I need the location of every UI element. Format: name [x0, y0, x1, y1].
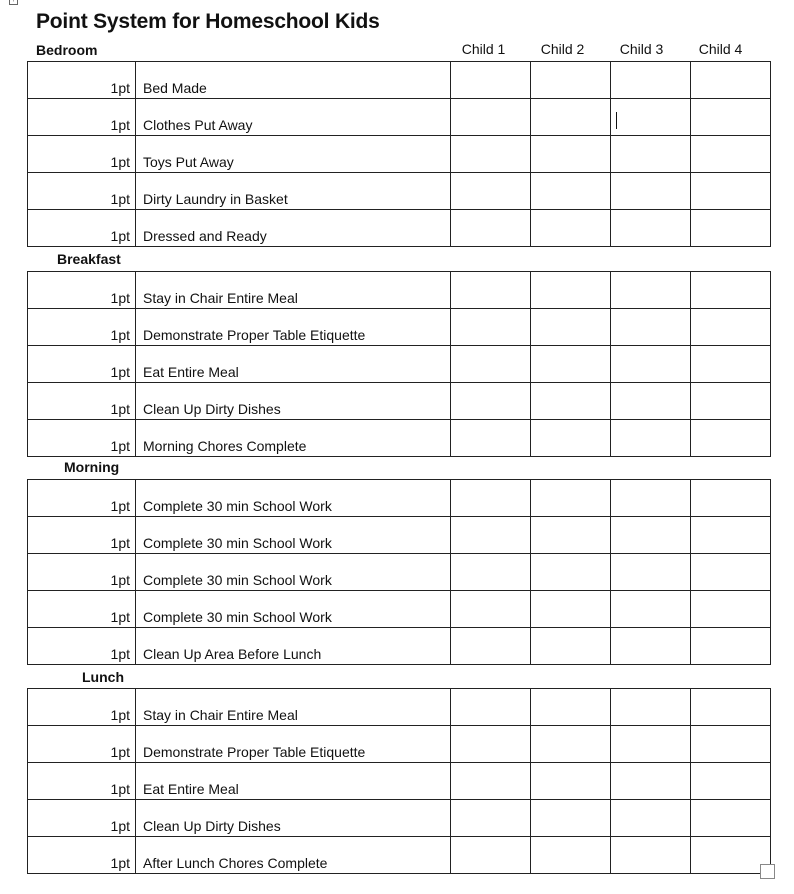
child-3-cell[interactable] — [611, 689, 691, 726]
table-row — [28, 837, 771, 874]
child-2-cell[interactable] — [531, 136, 611, 173]
section-label-lunch: Lunch — [82, 669, 124, 685]
points-cell: 1pt — [28, 800, 136, 837]
child-4-cell[interactable] — [691, 480, 771, 517]
child-4-cell[interactable] — [691, 554, 771, 591]
child-3-cell[interactable] — [611, 517, 691, 554]
table-row — [28, 309, 771, 346]
table-row — [28, 763, 771, 800]
points-cell: 1pt — [28, 272, 136, 309]
child-4-cell[interactable] — [691, 763, 771, 800]
child-4-cell[interactable] — [691, 173, 771, 210]
column-header-child-3: Child 3 — [619, 41, 664, 57]
table-row — [28, 480, 771, 517]
child-3-cell[interactable] — [611, 62, 691, 99]
points-cell: 1pt — [28, 136, 136, 173]
points-cell: 1pt — [28, 554, 136, 591]
task-cell: Demonstrate Proper Table Etiquette — [136, 309, 451, 346]
child-4-cell[interactable] — [691, 136, 771, 173]
task-cell: Dirty Laundry in Basket — [136, 173, 451, 210]
child-1-cell[interactable] — [451, 173, 531, 210]
child-1-cell[interactable] — [451, 62, 531, 99]
child-1-cell[interactable] — [451, 480, 531, 517]
points-cell: 1pt — [28, 591, 136, 628]
child-3-cell[interactable] — [611, 420, 691, 457]
child-1-cell[interactable] — [451, 136, 531, 173]
child-1-cell[interactable] — [451, 517, 531, 554]
child-4-cell[interactable] — [691, 272, 771, 309]
child-4-cell[interactable] — [691, 346, 771, 383]
points-cell: 1pt — [28, 628, 136, 665]
child-4-cell[interactable] — [691, 591, 771, 628]
table-row — [28, 726, 771, 763]
points-cell: 1pt — [28, 517, 136, 554]
child-2-cell[interactable] — [531, 420, 611, 457]
child-2-cell[interactable] — [531, 210, 611, 247]
table-row — [28, 800, 771, 837]
task-cell: Demonstrate Proper Table Etiquette — [136, 726, 451, 763]
task-cell: Complete 30 min School Work — [136, 517, 451, 554]
column-header-child-4: Child 4 — [698, 41, 743, 57]
table-row — [28, 136, 771, 173]
task-cell: After Lunch Chores Complete — [136, 837, 451, 874]
table-row — [28, 628, 771, 665]
child-1-cell[interactable] — [451, 591, 531, 628]
child-2-cell[interactable] — [531, 763, 611, 800]
child-3-cell[interactable] — [611, 726, 691, 763]
child-2-cell[interactable] — [531, 517, 611, 554]
task-cell: Complete 30 min School Work — [136, 480, 451, 517]
child-4-cell[interactable] — [691, 689, 771, 726]
table-row — [28, 62, 771, 99]
child-4-cell[interactable] — [691, 420, 771, 457]
child-2-cell[interactable] — [531, 689, 611, 726]
child-3-cell[interactable] — [611, 383, 691, 420]
section-label-breakfast: Breakfast — [57, 251, 121, 267]
child-2-cell[interactable] — [531, 383, 611, 420]
child-2-cell[interactable] — [531, 173, 611, 210]
child-4-cell[interactable] — [691, 210, 771, 247]
points-cell: 1pt — [28, 480, 136, 517]
child-4-cell[interactable] — [691, 837, 771, 874]
child-3-cell[interactable] — [611, 173, 691, 210]
child-2-cell[interactable] — [531, 309, 611, 346]
child-1-cell[interactable] — [451, 272, 531, 309]
points-cell: 1pt — [28, 689, 136, 726]
task-cell: Dressed and Ready — [136, 210, 451, 247]
section-table-bedroom — [27, 61, 771, 247]
child-1-cell[interactable] — [451, 346, 531, 383]
child-3-cell[interactable] — [611, 591, 691, 628]
child-3-cell[interactable] — [611, 272, 691, 309]
points-cell: 1pt — [28, 383, 136, 420]
table-row — [28, 689, 771, 726]
task-cell: Complete 30 min School Work — [136, 554, 451, 591]
table-row — [28, 272, 771, 309]
section-label-bedroom: Bedroom — [36, 42, 98, 58]
column-header-child-2: Child 2 — [540, 41, 585, 57]
child-3-cell[interactable] — [611, 99, 691, 136]
text-cursor — [616, 112, 617, 129]
child-2-cell[interactable] — [531, 726, 611, 763]
table-row — [28, 591, 771, 628]
section-label-morning: Morning — [64, 459, 120, 475]
task-cell: Toys Put Away — [136, 136, 451, 173]
points-cell: 1pt — [28, 420, 136, 457]
points-cell: 1pt — [28, 726, 136, 763]
child-1-cell[interactable] — [451, 800, 531, 837]
task-cell: Morning Chores Complete — [136, 420, 451, 457]
child-3-cell[interactable] — [611, 800, 691, 837]
child-1-cell[interactable] — [451, 554, 531, 591]
points-cell: 1pt — [28, 309, 136, 346]
child-3-cell[interactable] — [611, 136, 691, 173]
points-cell: 1pt — [28, 763, 136, 800]
child-2-cell[interactable] — [531, 628, 611, 665]
child-2-cell[interactable] — [531, 272, 611, 309]
section-table-breakfast — [27, 271, 771, 457]
child-2-cell[interactable] — [531, 554, 611, 591]
child-2-cell[interactable] — [531, 800, 611, 837]
child-2-cell[interactable] — [531, 837, 611, 874]
column-header-child-1: Child 1 — [461, 41, 506, 57]
table-row — [28, 346, 771, 383]
child-1-cell[interactable] — [451, 210, 531, 247]
table-row — [28, 99, 771, 136]
table-resize-handle[interactable] — [760, 864, 775, 879]
points-cell: 1pt — [28, 346, 136, 383]
task-cell: Stay in Chair Entire Meal — [136, 689, 451, 726]
task-cell: Eat Entire Meal — [136, 346, 451, 383]
child-3-cell[interactable] — [611, 346, 691, 383]
child-1-cell[interactable] — [451, 99, 531, 136]
child-4-cell[interactable] — [691, 628, 771, 665]
child-4-cell[interactable] — [691, 99, 771, 136]
child-3-cell[interactable] — [611, 763, 691, 800]
table-row — [28, 554, 771, 591]
task-cell: Eat Entire Meal — [136, 763, 451, 800]
child-4-cell[interactable] — [691, 383, 771, 420]
points-cell: 1pt — [28, 62, 136, 99]
task-cell: Bed Made — [136, 62, 451, 99]
child-3-cell[interactable] — [611, 210, 691, 247]
child-4-cell[interactable] — [691, 517, 771, 554]
child-1-cell[interactable] — [451, 309, 531, 346]
child-2-cell[interactable] — [531, 99, 611, 136]
points-cell: 1pt — [28, 99, 136, 136]
table-row — [28, 383, 771, 420]
child-3-cell[interactable] — [611, 837, 691, 874]
table-row — [28, 173, 771, 210]
points-cell: 1pt — [28, 210, 136, 247]
task-cell: Stay in Chair Entire Meal — [136, 272, 451, 309]
points-cell: 1pt — [28, 837, 136, 874]
child-1-cell[interactable] — [451, 837, 531, 874]
child-1-cell[interactable] — [451, 689, 531, 726]
child-1-cell[interactable] — [451, 628, 531, 665]
points-cell: 1pt — [28, 173, 136, 210]
table-anchor-icon[interactable]: + — [9, 0, 18, 5]
child-4-cell[interactable] — [691, 800, 771, 837]
task-cell: Clothes Put Away — [136, 99, 451, 136]
column-headers — [0, 41, 794, 59]
task-cell: Clean Up Area Before Lunch — [136, 628, 451, 665]
child-2-cell[interactable] — [531, 591, 611, 628]
table-row — [28, 517, 771, 554]
section-table-lunch — [27, 688, 771, 874]
task-cell: Complete 30 min School Work — [136, 591, 451, 628]
child-2-cell[interactable] — [531, 62, 611, 99]
child-1-cell[interactable] — [451, 763, 531, 800]
child-4-cell[interactable] — [691, 62, 771, 99]
section-table-morning — [27, 479, 771, 665]
child-2-cell[interactable] — [531, 346, 611, 383]
page-title: Point System for Homeschool Kids — [36, 10, 380, 33]
table-row — [28, 420, 771, 457]
child-1-cell[interactable] — [451, 383, 531, 420]
child-1-cell[interactable] — [451, 420, 531, 457]
child-4-cell[interactable] — [691, 309, 771, 346]
child-3-cell[interactable] — [611, 309, 691, 346]
child-4-cell[interactable] — [691, 726, 771, 763]
task-cell: Clean Up Dirty Dishes — [136, 383, 451, 420]
child-3-cell[interactable] — [611, 554, 691, 591]
child-3-cell[interactable] — [611, 628, 691, 665]
child-1-cell[interactable] — [451, 726, 531, 763]
task-cell: Clean Up Dirty Dishes — [136, 800, 451, 837]
table-row — [28, 210, 771, 247]
child-2-cell[interactable] — [531, 480, 611, 517]
child-3-cell[interactable] — [611, 480, 691, 517]
